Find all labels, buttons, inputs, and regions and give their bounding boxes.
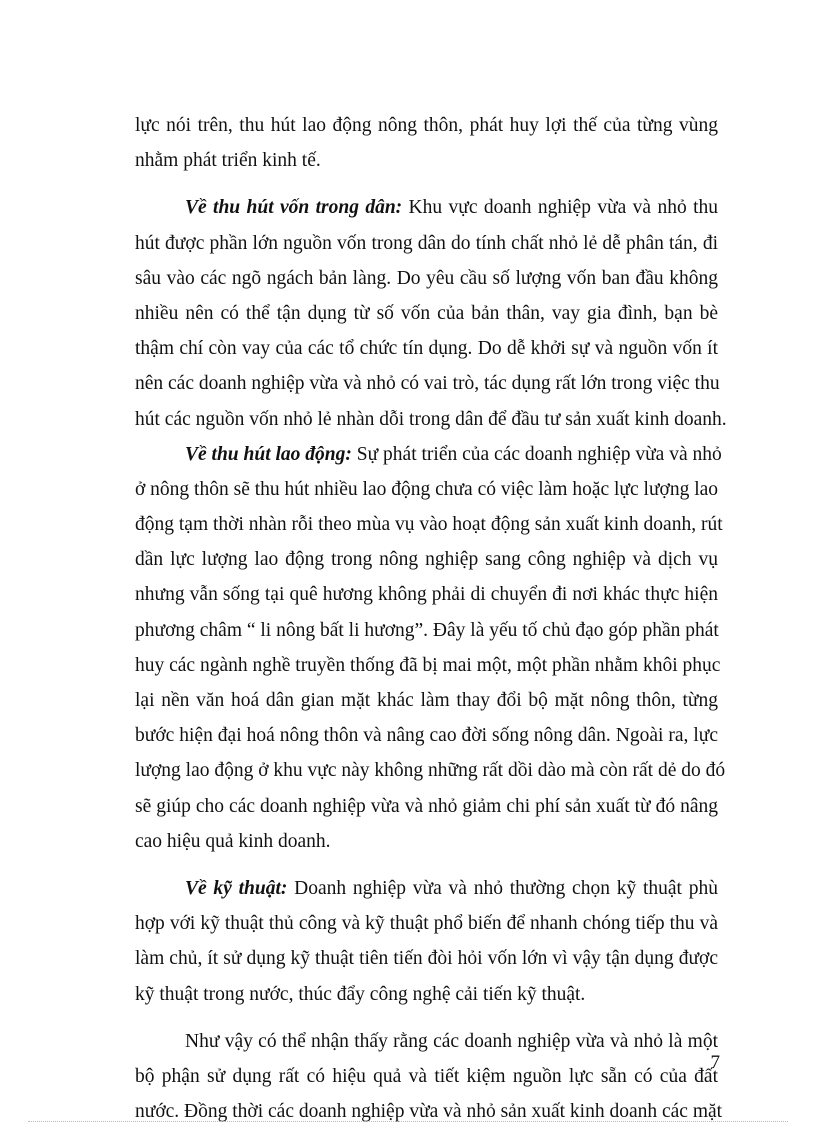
text-line: động tạm thời nhàn rỗi theo mùa vụ vào hoạt động sản xuất kinh doanh, rút [135,514,723,536]
text-line: lực nói trên, thu hút lao động nông thôn, phát huy lợi thế của từng vùng [135,115,718,136]
text-run: Khu vực doanh nghiệp vừa và nhỏ thu [402,197,718,219]
text-line: kỹ thuật trong nước, thúc đẩy công nghệ cải tiến kỹ thuật. [135,983,586,1005]
text-line: làm chủ, ít sử dụng kỹ thuật tiên tiến đòi hỏi vốn lớn vì vậy tận dụng được [135,948,718,970]
text-line: nhiều nên có thể tận dụng từ số vốn của bản thân, vay gia đình, bạn bè [135,302,718,324]
text-run: Sự phát triển của các doanh nghiệp vừa và nhỏ [351,443,722,465]
paragraph-heading: Về kỹ thuật: [185,877,288,899]
text-line [135,437,722,472]
paragraph-ket-luan [135,1024,723,1129]
text-line: hút các nguồn vốn nhỏ lẻ nhàn dỗi trong dân để đầu tư sản xuất kinh doanh. [135,408,727,430]
paragraph-gap [135,1012,718,1024]
body-text [135,108,727,1129]
text-line: bộ phận sử dụng rất có hiệu quả và tiết kiệm nguồn lực sẵn có của đất [135,1065,718,1087]
page-number: 7 [710,1052,720,1073]
text-line: nước. Đồng thời các doanh nghiệp vừa và nhỏ sản xuất kinh doanh các mặt [135,1101,723,1123]
paragraph-heading: Về thu hút lao động: [185,443,352,465]
text-line: lượng lao động ở khu vực này không những rất dồi dào mà còn rất dẻ do đó [135,760,726,782]
text-line: bước hiện đại hoá nông thôn và nâng cao đời sống nông dân. Ngoài ra, lực [135,725,718,747]
text-line: ở nông thôn sẽ thu hút nhiều lao động chưa có việc làm hoặc lực lượng lao [135,478,719,500]
text-line: nhằm phát triển kinh tế. [135,150,321,172]
text-line: nhưng vẫn sống tại quê hương không phải di chuyển đi nơi khác thực hiện [135,584,718,606]
text-line: hút được phần lớn nguồn vốn trong dân do tính chất nhỏ lẻ dễ phân tán, đi [135,232,718,254]
text-line [135,190,718,225]
text-line: huy các ngành nghề truyền thống đã bị mai một, một phần nhằm khôi phục [135,654,721,676]
text-line: dần lực lượng lao động trong nông nghiệp sang công nghiệp và dịch vụ [135,549,718,571]
text-line: sẽ giúp cho các doanh nghiệp vừa và nhỏ giảm chi phí sản xuất từ đó nâng [135,795,718,817]
text-line: sâu vào các ngõ ngách bản làng. Do yêu cầu số lượng vốn ban đầu không [135,267,718,289]
text-line: Như vậy có thể nhận thấy rằng các doanh nghiệp vừa và nhỏ là một [185,1030,718,1052]
paragraph-heading: Về thu hút vốn trong dân: [185,197,403,219]
text-line: lại nền văn hoá dân gian mặt khác làm thay đổi bộ mặt nông thôn, từng [135,690,718,711]
paragraph-intro [135,108,718,178]
paragraph-thu-hut-von [135,190,727,436]
text-line: thậm chí còn vay của các tổ chức tín dụng. Do dễ khởi sự và nguồn vốn ít [135,338,718,360]
text-line: nên các doanh nghiệp vừa và nhỏ có vai trò, tác dụng rất lớn trong việc thu [135,373,720,395]
paragraph-gap [135,178,718,190]
paragraph-ky-thuat [135,871,718,1012]
paragraph-thu-hut-lao-dong [135,437,726,859]
text-run: Doanh nghiệp vừa và nhỏ thường chọn kỹ thuật phù [287,877,718,899]
page-bottom-divider [28,1121,788,1122]
text-line: hợp với kỹ thuật thủ công và kỹ thuật phổ biến để nhanh chóng tiếp thu và [135,913,718,935]
paragraph-gap [135,859,718,871]
text-line [135,871,718,906]
text-line: phương châm “ li nông bất li hương”. Đây là yếu tố chủ đạo góp phần phát [135,619,719,641]
text-line: cao hiệu quả kinh doanh. [135,830,331,852]
